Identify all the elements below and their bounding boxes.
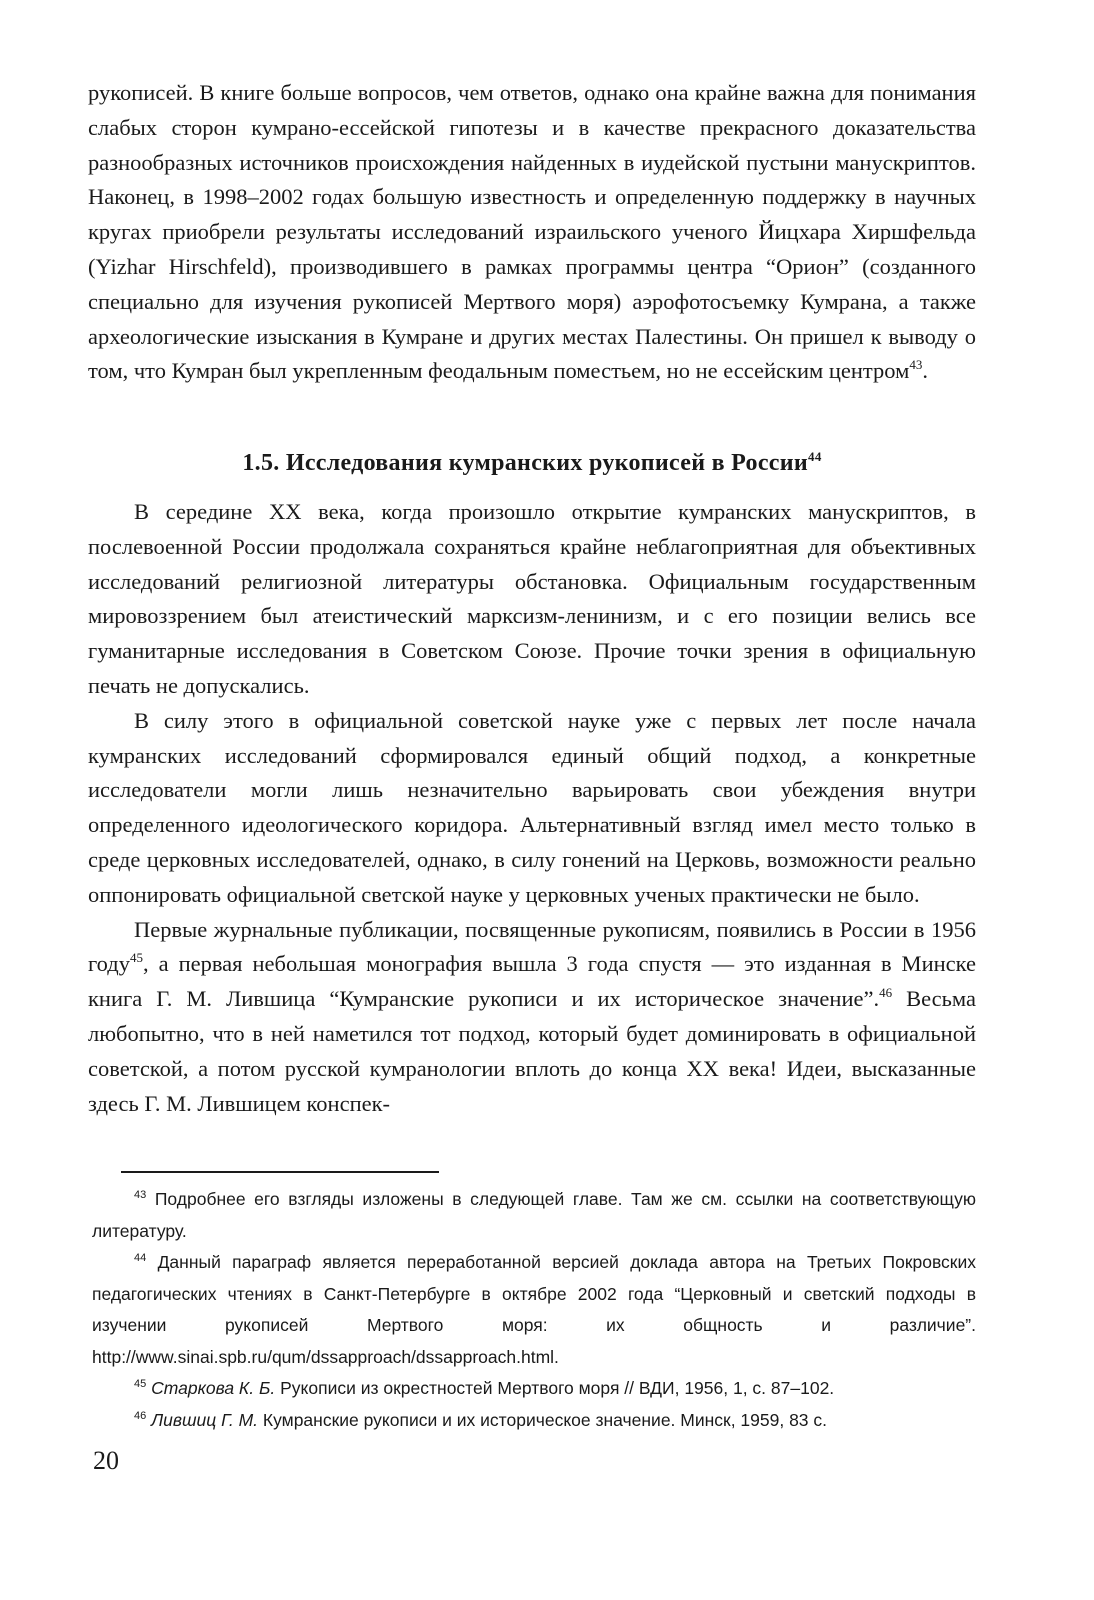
footnote-number: 44 bbox=[134, 1252, 147, 1264]
footnote-text: Данный параграф является переработанной версией доклада автора на Третьих Покровских педагогических чтениях в Санкт-Петербурге в октябре 2002 года “Церковный и светский подходы в изучении рукописей Мертвого моря: их общность и различие”. http://www.sinai.spb.ru/qum/dssapproach/dssapproach.html. bbox=[92, 1252, 976, 1367]
paragraph-3-part-a: Первые журнальные публикации, посвященные рукописям, появились в России в 1956 году bbox=[88, 916, 976, 977]
section-heading bbox=[88, 446, 976, 480]
footnote-text: Подробнее его взгляды изложены в следующей главе. Там же см. ссылки на соответствующую литературу. bbox=[92, 1189, 976, 1241]
footnote-46 bbox=[92, 1405, 976, 1437]
footnote-ref-43[interactable]: 43 bbox=[909, 357, 923, 373]
intro-paragraph bbox=[88, 76, 976, 389]
footnote-44 bbox=[92, 1247, 976, 1373]
heading-text: 1.5. Исследования кумранских рукописей в России bbox=[242, 450, 809, 476]
footnote-ref-45[interactable]: 45 bbox=[129, 950, 143, 966]
footnote-divider bbox=[121, 1171, 439, 1173]
footnote-author: Лившиц Г. М. bbox=[146, 1409, 259, 1430]
footnote-number: 46 bbox=[134, 1409, 147, 1422]
footnote-45 bbox=[92, 1373, 976, 1405]
paragraph-3-part-b: , а первая небольшая монография вышла 3 года спустя — это изданная в Минске книга Г. М. Лившица “Кумранские рукописи и их историческое значение”. bbox=[88, 951, 976, 1012]
intro-text: рукописей. В книге больше вопросов, чем ответов, однако она крайне важна для понимания слабых сторон кумрано-ессейской гипотезы и в качестве прекрасного доказательства разнообразных источников происхождения найденных в иудейской пустыни манускриптов. Наконец, в 1998–2002 годах большую известность и определенную поддержку в научных кругах приобрели результаты исследований израильского ученого Йицхара Хиршфельда (Yizhar Hirschfeld), производившего в рамках программы центра “Орион” (созданного специально для изучения рукописей Мертвого моря) аэрофотосъемку Кумрана, а также археологические изыскания в Кумране и других местах Палестины. Он пришел к выводу о том, что Кумран был укрепленным феодальным поместьем, но не ессейским центром bbox=[88, 80, 976, 384]
paragraph-3-part-c: Весьма любопытно, что в ней наметился тот подход, который будет доминировать в официальной советской, а потом русской кумранологии вплоть до конца XX века! Идеи, высказанные здесь Г. М. Лившицем конспек- bbox=[88, 986, 977, 1116]
footnote-text: Кумранские рукописи и их историческое значение. Минск, 1959, 83 с. bbox=[258, 1409, 828, 1430]
footnote-number: 43 bbox=[134, 1189, 147, 1201]
paragraph-3 bbox=[88, 913, 976, 1122]
intro-end: . bbox=[922, 358, 928, 384]
footnote-author: Старкова К. Б. bbox=[146, 1378, 276, 1398]
paragraph-1: В середине XX века, когда произошло открытие кумранских манускриптов, в послевоенной России продолжала сохраняться крайне неблагоприятная для объективных исследований религиозной литературы обстановка. Официальным государственным мировоззрением был атеистический марксизм-ленинизм, и с его позиции велись все гуманитарные исследования в Советском Союзе. Прочие точки зрения в официальную печать не допускались. bbox=[88, 499, 976, 698]
page-number: 20 bbox=[93, 1446, 119, 1475]
section-body bbox=[88, 495, 976, 1121]
footnote-number: 45 bbox=[134, 1378, 147, 1390]
footnotes bbox=[92, 1184, 976, 1436]
footnote-text: Рукописи из окрестностей Мертвого моря // ВДИ, 1956, 1, с. 87–102. bbox=[275, 1378, 835, 1398]
footnote-ref-46[interactable]: 46 bbox=[879, 985, 893, 1001]
paragraph-2: В силу этого в официальной советской науке уже с первых лет после начала кумранских исследований сформировался единый общий подход, а конкретные исследователи могли лишь незначительно варьировать свои убеждения внутри определенного идеологического коридора. Альтернативный взгляд имел место только в среде церковных исследователей, однако, в силу гонений на Церковь, возможности реально оппонировать официальной светской науке у церковных ученых практически не было. bbox=[88, 707, 976, 907]
footnote-43 bbox=[92, 1184, 976, 1247]
footnote-ref-44[interactable]: 44 bbox=[808, 449, 822, 464]
